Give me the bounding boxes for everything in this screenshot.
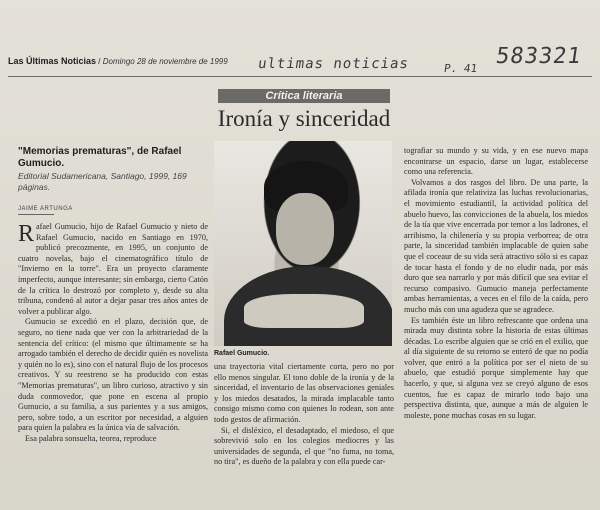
paragraph: una trayectoria vital ciertamente corta, pero no por ello menos singular. El tono doble de la ironía y de la sinceridad, el inventario de las observaciones geniales y los miedos desatados, la mirada implacable tanto consigo mismo como con quienes lo rodean, son ante todo gestos de afirmación. [214, 362, 394, 424]
paragraph: Esa palabra sonsuelta, teorea, reproduce [25, 433, 157, 443]
paragraph: Si, el disléxico, el desadaptado, el miedoso, el que sobrevivió solo en los colegios mediocres y las universidades de segunda, el que "no fuma, no toma, no tira", es dueño de la palabra y con ella puede car- [214, 425, 394, 467]
author-byline: JAIME ARTUNGA [18, 206, 73, 212]
byline-rule [18, 214, 54, 215]
paragraph-text: afael Gumucio, hijo de Rafael Gumucio y nieto de Rafael Gumucio, nacido en Santiago en 1970, publicó precozmente, en 1995, un conjunto de cuatro novelas, bajo el cinematográfico título de "Invierno en la torre". Era un proyecto claramente imperfecto, aunque interesante; sin embargo, cierto Catón de la crítica lo destrozó por completo y, desde su alta tribuna, condenó al autor a dejar pasar tres años antes de volver a publicar algo. [18, 222, 208, 316]
article-column-3 [404, 146, 588, 421]
photo-face [276, 193, 334, 265]
masthead-line [8, 56, 278, 66]
author-photo [214, 141, 392, 346]
paragraph: Gumucio se excedió en el plazo, decisión que, de seguro, no tiene nada que ver con la arbitrariedad de la sentencia del crítico: (el mismo que últimamente se ha arrogado también el derecho de decidir quién es novelista y quién no lo es), sino con el natural flujo de los procesos creativos. Y su reestreno se ha producido con estas "Memorias prematuras", un libro curioso, atractivo y sin duda conmovedor, que pone en escena al propio Gumucio, a su familia, a sus parientes y a sus amigos, pero, sobre todo, a un escritor por necesidad, a alguien para quien la palabra es la única vía de salvación. [18, 317, 208, 433]
handwritten-paper-name: ultimas noticias [256, 56, 410, 72]
issue-date: Domingo 28 de noviembre de 1999 [102, 57, 228, 66]
book-title: "Memorias prematuras", de Rafael Gumucio. [18, 146, 182, 169]
handwritten-page: P. 41 [443, 62, 479, 75]
section-label: Crítica literaria [218, 89, 390, 103]
article-column-1 [18, 222, 208, 444]
paragraph [18, 222, 208, 317]
photo-caption: Rafael Gumucio. [214, 350, 270, 357]
photo-hands [244, 294, 364, 328]
article-column-2 [214, 362, 394, 468]
paragraph: tografiar su mundo y su vida, y en ese nuevo mapa encontrarse un espacio, darse un lugar, establecerse como una referencia. [404, 146, 588, 177]
separator: / [98, 57, 103, 66]
handwritten-number: 583321 [494, 44, 584, 69]
book-publication-info: Editorial Sudamericana, Santiago, 1999, 169 páginas. [18, 171, 187, 192]
drop-cap: R [18, 221, 35, 247]
newspaper-name: Las Últimas Noticias [8, 56, 97, 66]
paragraph: Es también éste un libro refrescante que ordena una mirada muy distinta sobre la historia de estas últimas décadas. Lo escribe alguien que se crió en el exilio, que al día siguiente de su retorno se enteró de que no podía volver, que entró a la política por ser el nieto de su abuelo, que estudió porque simplemente hay que hacerlo, y que, si alguna vez se creyó alguno de esos cuentos, fue es capaz de mirarlo todo bajo una perspectiva distinta, que, aunque a más de alguien le moleste, pone muchas cosas en su lugar. [404, 315, 588, 420]
header-rule [8, 76, 592, 77]
paragraph: Volvamos a dos rasgos del libro. De una parte, la afilada ironía que relativiza las luchas revolucionarias, el movimiento estudiantil, la actividad política del abuelo huevo, las convicciones de la abuela, los miedos de la tía que vive encerrada por temor a los ladrones, el arribismo, la chilenería y su propia verborrea; de otra parte, la sinceridad también implacable de quien sabe que el coceaur de su vida será atractivo sólo si es capaz de tocar hasta el fondo y de no eludir nada, por más duro que sea narrarlo y por más difícil que sea evitar el recurso compasivo. Gumucio maneja perfectamente ambas herramientas, a veces en el filo de la caída, pero mucho más con una agudeza que se agradece. [404, 177, 588, 314]
article-headline: Ironía y sinceridad [217, 106, 391, 131]
